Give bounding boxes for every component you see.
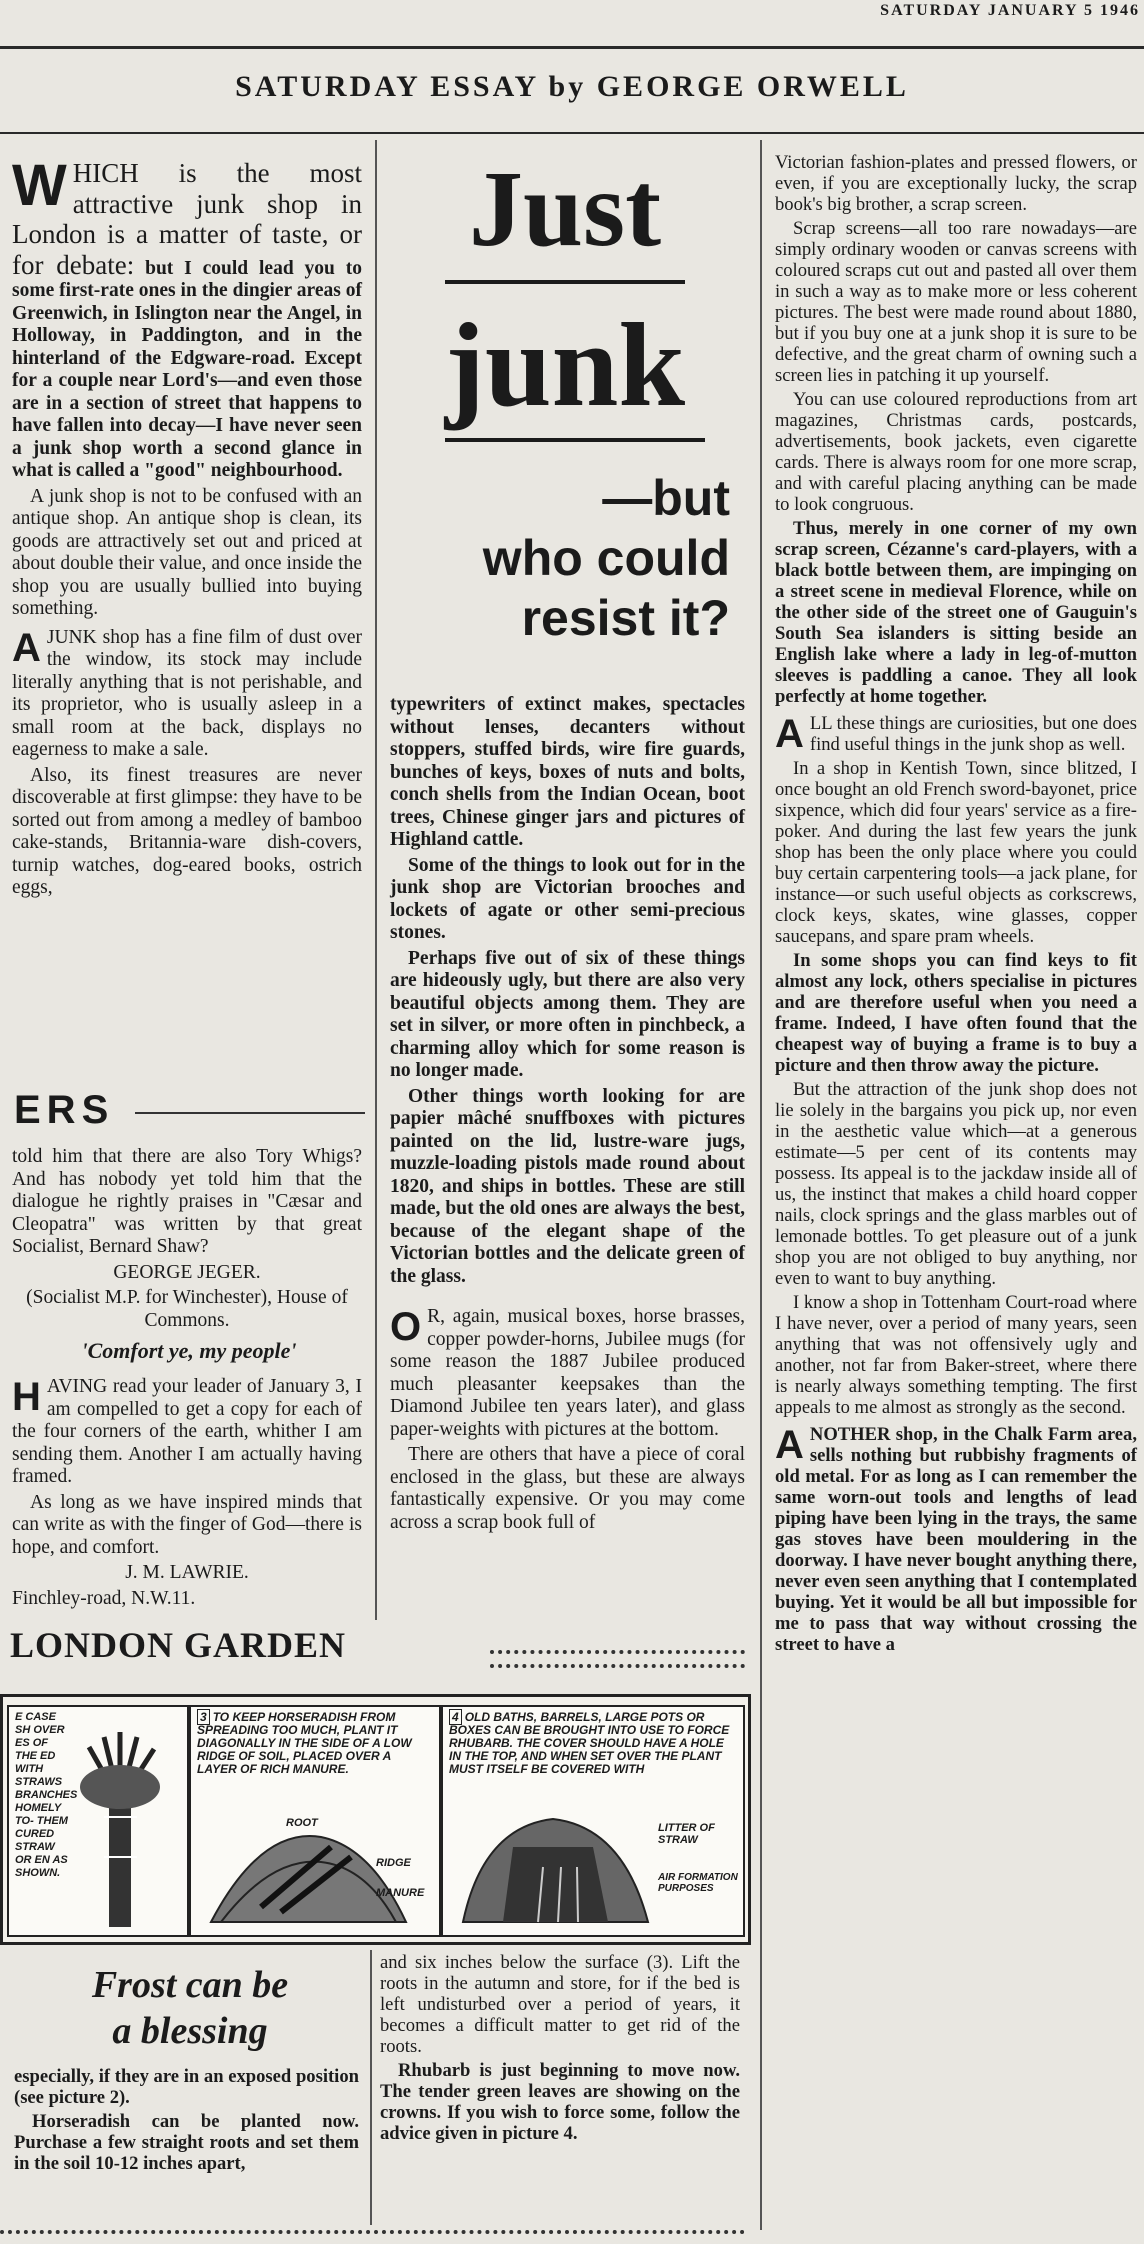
column-rule: [375, 140, 377, 1620]
garden-column-1: [14, 2066, 359, 2177]
essay-paragraph: In a shop in Kentish Town, since blitzed, I once bought an old French sword-bayonet, price sixpence, which did four years' service as a fire-poker. And during the last few years the junk shop has been the only place where you could buy certain carpentering tools—a jack plane, for instance—or such useful objects as corkscrews, clock keys, skates, wine glasses, copper saucepans, and spare pram wheels.: [775, 758, 1137, 947]
drop-cap: A: [775, 1423, 804, 1467]
rhubarb-forcing-illustration: [443, 1707, 743, 1935]
essay-lead: HICH is the most attractive junk shop in London is a matter of taste, or for debate:: [12, 158, 362, 280]
garden-panel-3: [189, 1705, 441, 1937]
panel-number: 4: [449, 1709, 462, 1725]
panel-number: 3: [197, 1709, 210, 1725]
letter-body: AVING read your leader of January 3, I am compelled to get a copy for each of the four corners of the earth, whither I am sending them. Another I am actually having framed.: [12, 1376, 362, 1487]
essay-paragraph: NOTHER shop, in the Chalk Farm area, sells nothing but rubbishy fragments of old metal. For as long as I can remember the same worn-out tools and lengths of lead piping have been lying in the trays, the same gas stoves have been mouldering in the doorway. I have never bought anything there, never even seen anything that I contemplated buying. Yet it would be all but impossible for me to pass that way without crossing the street to have a: [775, 1424, 1137, 1655]
column-rule: [370, 1950, 372, 2225]
garden-heading: LONDON GARDEN: [10, 1625, 347, 1665]
garden-article-title-line-2: a blessing: [112, 2010, 268, 2052]
essay-paragraph: In some shops you can find keys to fit almost any lock, others specialise in pictures and are therefore useful when you need a frame. Indeed, I have often found that the cheapest way of buying a frame is to buy a picture and then throw away the picture.: [775, 950, 1137, 1076]
panel-caption-text: TO KEEP HORSERADISH FROM SPREADING TOO MUCH, PLANT IT DIAGONALLY IN THE SIDE OF A LOW RIDGE OF SOIL, PLACED OVER A LAYER OF RICH MANURE.: [197, 1710, 412, 1776]
letter-2-heading: 'Comfort ye, my people': [81, 1338, 297, 1363]
essay-paragraph: Scrap screens—all too rare nowadays—are simply ordinary wooden or canvas screens with coloured scraps cut out and pasted all over them in such a way as to make more or less coherent pictures. The best were made round about 1880, but if you buy one at a junk shop it is sure to be defective, and the great charm of owning such a screen lies in patching it up yourself.: [775, 218, 1137, 386]
column-rule: [760, 140, 762, 2230]
garden-paragraph: especially, if they are in an exposed position (see picture 2).: [14, 2066, 359, 2108]
garden-paragraph: Rhubarb is just beginning to move now. The tender green leaves are showing on the crowns. If you wish to force some, follow the advice given in picture 4.: [380, 2060, 740, 2144]
garden-paragraph: and six inches below the surface (3). Lift the roots in the autumn and store, for if the bed is left undisturbed over a period of years, it becomes a difficult matter to get rid of the roots.: [380, 1952, 740, 2057]
garden-panel-1: [7, 1705, 189, 1937]
drop-cap: H: [12, 1375, 41, 1419]
letter-body: As long as we have inspired minds that can write as with the finger of God—there is hope, and comfort.: [12, 1491, 362, 1558]
essay-paragraph: A junk shop is not to be confused with an antique shop. An antique shop is clean, its goods are attractively set out and priced at about double their value, and once inside the shop you are usually bullied into buying something.: [12, 485, 362, 619]
essay-paragraph: JUNK shop has a fine film of dust over the window, its stock may include literally anything that is not perishable, and its proprietor, who is usually asleep in a small room at the back, displays no eagerness to make a sale.: [12, 626, 362, 760]
essay-subtitle-line-1: —but: [602, 470, 730, 526]
essay-subtitle-line-2: who could: [482, 530, 730, 586]
garden-column-2: [380, 1952, 740, 2147]
label-vent: AIR FORMATION PURPOSES: [658, 1872, 738, 1894]
garden-heading-rule: [490, 1650, 745, 1668]
panel-caption: E CASE SH OVER ES OF THE ED WITH STRAWS BRANCHES HOMELY TO- THEM CURED STRAW OR EN AS SHOWN.: [15, 1711, 78, 1879]
dateline: SATURDAY JANUARY 5 1946: [880, 2, 1140, 19]
essay-paragraph: Also, its finest treasures are never discoverable at first glimpse: they have to be sorted out from among a medley of bamboo cake-stands, Britannia-ware dish-covers, turnip watches, dog-eared books, ostrich eggs,: [12, 764, 362, 898]
essay-column-3: [775, 152, 1137, 1658]
essay-paragraph: Other things worth looking for are papier mâché snuffboxes with pictures painted on the lid, lustre-ware jugs, muzzle-loading pistols made round about 1820, and ships in bottles. These are still made, but the old ones are always the best, because of the elegant shape of the Victorian bottles and the delicate green of the glass.: [390, 1085, 745, 1287]
essay-column-1: [12, 153, 363, 903]
letter-1: [12, 1146, 362, 1335]
essay-subtitle: [400, 468, 730, 648]
panel-caption-text: OLD BATHS, BARRELS, LARGE POTS OR BOXES CAN BE BROUGHT INTO USE TO FORCE RHUBARB. THE COVER SHOULD HAVE A HOLE IN THE TOP, AND WHEN SET OVER THE PLANT MUST ITSELF BE COVERED WITH: [449, 1710, 730, 1776]
label-ridge: RIDGE: [376, 1857, 411, 1869]
essay-paragraph: typewriters of extinct makes, spectacles without lenses, decanters without stoppers, stuffed birds, wire fire guards, bunches of keys, boxes of nuts and bolts, conch shells from the Indian Ocean, boot trees, Chinese ginger jars and pictures of Highland cattle.: [390, 694, 745, 850]
letter-2: [12, 1376, 362, 1613]
garden-article-title-line-1: Frost can be: [91, 1964, 289, 2006]
essay-paragraph: I know a shop in Tottenham Court-road where I have never, over a period of many years, seen anything that was not offensively ugly and another, not far from Baker-street, where there is nearly always something tempting. The first appeals to me almost as strongly as the second.: [775, 1292, 1137, 1418]
garden-paragraph: Horseradish can be planted now. Purchase a few straight roots and set them in the soil 10-12 inches apart,: [14, 2111, 359, 2174]
title-rule: [445, 438, 705, 442]
drop-cap: A: [12, 625, 41, 670]
bottom-border: [0, 2230, 745, 2242]
essay-subtitle-line-3: resist it?: [521, 590, 730, 646]
essay-paragraph: LL these things are curiosities, but one does find useful things in the junk shop as well.: [809, 713, 1137, 755]
label-manure: MANURE: [376, 1887, 425, 1899]
label-straw: LITTER OF STRAW: [658, 1822, 715, 1846]
essay-paragraph: Some of the things to look out for in the junk shop are Victorian brooches and lockets of agate or other semi-precious stones.: [390, 854, 745, 943]
essay-title-line-1: Just: [468, 150, 662, 269]
garden-article-title: [10, 1962, 370, 2054]
garden-panel-4: [441, 1705, 745, 1937]
section-title: SATURDAY ESSAY by GEORGE ORWELL: [235, 70, 909, 103]
essay-paragraph: Thus, merely in one corner of my own scrap screen, Cézanne's card-players, with a black bottle between them, are impinging on a street scene in medieval Florence, while on the other side of the street one of Gauguin's South Sea islanders is sitting beside an English lake where a lady in leg-of-mutton sleeves is paddling a canoe. They all look perfectly at home together.: [775, 518, 1137, 707]
essay-paragraph: There are others that have a piece of coral enclosed in the glass, but these are always fantastically expensive. Or you may come across a scrap book full of: [390, 1444, 745, 1533]
drop-cap: A: [775, 712, 804, 756]
essay-title-line-2: junk: [444, 298, 686, 431]
essay-column-2: [390, 694, 745, 1537]
drop-cap: O: [390, 1305, 422, 1349]
header-rule: [0, 132, 1144, 134]
protected-plant-illustration: [9, 1707, 187, 1935]
garden-illustration-strip: [0, 1694, 751, 1945]
letter-body: told him that there are also Tory Whigs? And has nobody yet told him that the dialogue he rightly praises in "Cæsar and Cleopatra" was written by that great Socialist, Bernard Shaw?: [12, 1146, 362, 1257]
top-rule: [0, 46, 1144, 49]
letter-signature: GEORGE JEGER.: [113, 1261, 261, 1283]
letters-heading: ERS: [14, 1088, 115, 1132]
drop-cap: W: [12, 153, 67, 218]
letter-signature-title: (Socialist M.P. for Winchester), House of Commons.: [26, 1287, 348, 1331]
essay-paragraph: but I could lead you to some first-rate ones in the dingier areas of Greenwich, in Islington near the Angel, in Holloway, in Paddington, and in the hinterland of the Edgware-road. Except for a couple near Lord's—and even those are in a section of street that happens to have fallen into decay—I have never seen a junk shop worth a second glance in what is called a "good" neighbourhood.: [12, 257, 363, 481]
essay-paragraph: R, again, musical boxes, horse brasses, copper powder-horns, Jubilee mugs (for some reason the 1887 Jubilee produced much pleasanter keepsakes than the Diamond Jubilee ten years later), and glass paper-weights with pictures at the bottom.: [390, 1306, 745, 1440]
label-root: ROOT: [286, 1817, 318, 1829]
title-rule: [445, 280, 685, 284]
letters-heading-rule: [135, 1112, 365, 1114]
essay-paragraph: Victorian fashion-plates and pressed flowers, or even, if you are exceptionally lucky, the scrap book's big brother, a scrap screen.: [775, 152, 1137, 215]
letter-signature: J. M. LAWRIE.: [125, 1562, 249, 1583]
essay-paragraph: You can use coloured reproductions from art magazines, Christmas cards, postcards, advertisements, book jackets, even cigarette cards. There is always room for one more scrap, and with careful placing anything can be made to look congruous.: [775, 389, 1137, 515]
letter-address: Finchley-road, N.W.11.: [12, 1587, 196, 1609]
essay-paragraph: But the attraction of the junk shop does not lie solely in the bargains you pick up, nor even in the aesthetic value which—at a generous estimate—5 per cent of its contents may possess. Its appeal is to the jackdaw inside all of us, the instinct that makes a child hoard copper nails, clock springs and the glass marbles out of lemonade bottles. To get pleasure out of a junk shop you are not obliged to buy anything, nor even to want to buy anything.: [775, 1079, 1137, 1289]
essay-paragraph: Perhaps five out of six of these things are hideously ugly, but there are also very beautiful objects among them. They are set in silver, or more often in pinchbeck, a charming alloy which for some reason is no longer made.: [390, 947, 745, 1081]
